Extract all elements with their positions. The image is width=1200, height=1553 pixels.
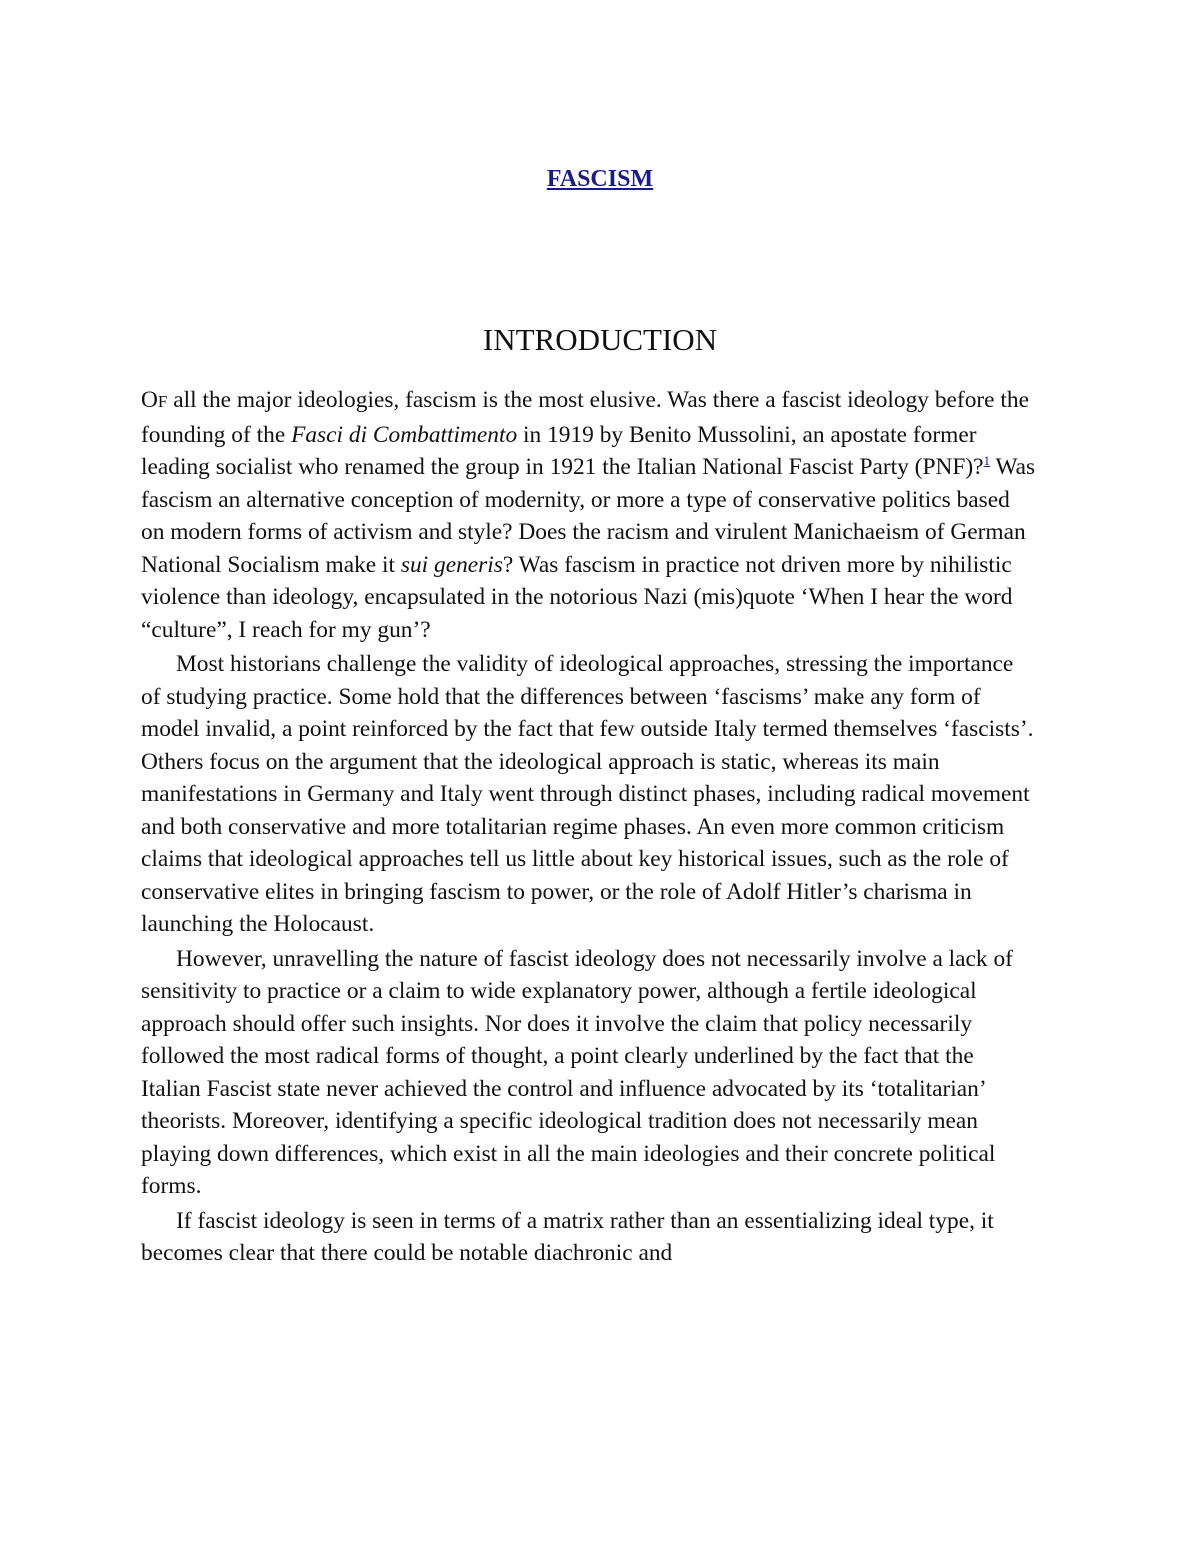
paragraph-1-cap-rest: F (157, 392, 168, 411)
section-heading: INTRODUCTION (482, 322, 718, 357)
paragraph-1-italic-b: sui generis (400, 551, 503, 578)
paragraph-1-cap-first: O (141, 387, 158, 413)
paragraph-1-text-c: Was fascism an alternative conception of modernity, or more a type of conservative politics based on modern forms of activism and style? Does the racism and virulent Manichaeism of German National Socialism make it (141, 454, 1036, 578)
document-title-link[interactable]: FASCISM (546, 166, 654, 192)
paragraph-1-text-b: in 1919 by Benito Mussolini, an apostate former leading socialist who renamed the group in 1921 the Italian National Fascist Party (PNF)? (141, 421, 984, 480)
paragraph-1-italic-a: Fasci di Combattimento (291, 421, 518, 448)
document-title (0, 164, 1200, 194)
body-text (141, 384, 1036, 1272)
paragraph-1-text-a: all the major ideologies, fascism is the most elusive. Was there a fascist ideology before the founding of the (141, 387, 1029, 448)
paragraph-1 (141, 384, 1036, 646)
paragraph-2: Most historians challenge the validity of ideological approaches, stressing the importance of studying practice. Some hold that the differences between ‘fascisms’ make any form of model invalid, a point reinforced by the fact that few outside Italy termed themselves ‘fascists’. Others focus on the argument that the ideological approach is static, whereas its main manifestations in Germany and Italy went through distinct phases, including radical movement and both conservative and more totalitarian regime phases. An even more common criticism claims that ideological approaches tell us little about key historical issues, such as the role of conservative elites in bringing fascism to power, or the role of Adolf Hitler’s charisma in launching the Holocaust. (141, 651, 1034, 937)
paragraph-3: However, unravelling the nature of fascist ideology does not necessarily involve a lack of sensitivity to practice or a claim to wide explanatory power, although a fertile ideological approach should offer such insights. Nor does it involve the claim that policy necessarily followed the most radical forms of thought, a point clearly underlined by the fact that the Italian Fascist state never achieved the control and influence advocated by its ‘totalitarian’ theorists. Moreover, identifying a specific ideological tradition does not necessarily mean playing down differences, which exist in all the main ideologies and their concrete political forms. (141, 945, 1013, 1199)
paragraph-4: If fascist ideology is seen in terms of a matrix rather than an essentializing ideal type, it becomes clear that there could be notable diachronic and (141, 1207, 994, 1266)
footnote-link[interactable]: 1 (983, 453, 991, 469)
paragraph-1-text-d: ? Was fascism in practice not driven more by nihilistic violence than ideology, encapsulated in the notorious Nazi (mis)quote ‘When I hear the word “culture”, I reach for my gun’? (141, 551, 1013, 643)
